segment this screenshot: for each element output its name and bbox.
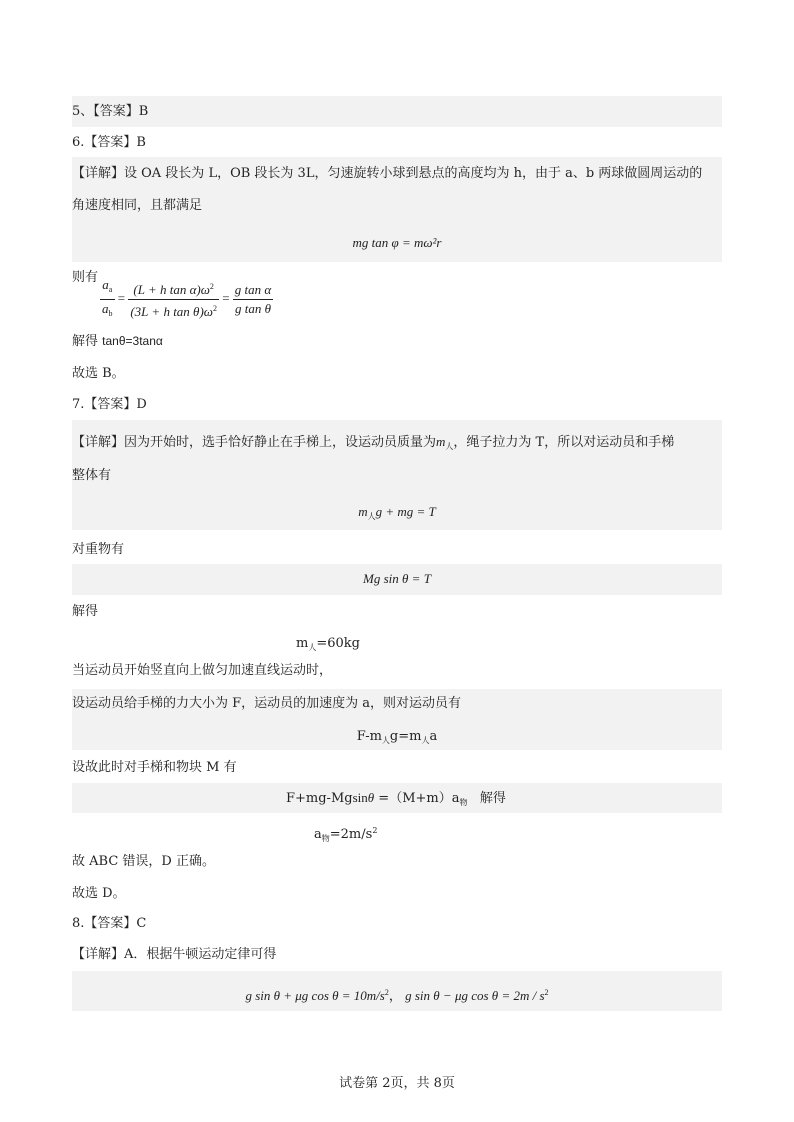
answer-5: 5、【答案】B (72, 104, 149, 119)
solve-7-label: 解得 (72, 604, 99, 619)
choose-6: 故选 B。 (72, 366, 125, 381)
page-footer: 试卷第 2页，共 8页 (339, 1076, 455, 1091)
detail-7-line1: 【详解】因为开始时，选手恰好静止在手梯上，设运动员质量为$m_人$，绳子拉力为 T，所以对运动员和手梯 (72, 434, 675, 451)
solve-6: 解得 tanθ=3tanα (72, 334, 163, 349)
detail-8-line1: 【详解】A．根据牛顿运动定律可得 (72, 947, 277, 962)
detail-7-line2: 整体有 (72, 468, 112, 483)
eq-person: $F-m_人g=m_人a$ (356, 729, 438, 745)
when-line: 当运动员开始竖直向上做匀加速直线运动时， (72, 663, 333, 678)
ratio-lhs: $\frac{a_a}{a_b}$ (102, 277, 113, 318)
then-have-label: 则有 (72, 270, 99, 285)
formula-centripetal: mg tan φ = mω²r (352, 235, 442, 250)
ratio-rhs: $\frac{\text{g tan α}}{\text{g tan θ}}$ (234, 282, 272, 316)
choose-7: 故选 D。 (72, 886, 126, 901)
force-line: 设运动员给手梯的力大小为 F，运动员的加速度为 a，则对运动员有 (72, 696, 462, 711)
conclusion-7: 故 ABC 错误，D 正确。 (72, 854, 215, 869)
to-weight-label: 对重物有 (72, 542, 125, 557)
answer-6: 6.【答案】B (72, 135, 146, 150)
answer-7: 7.【答案】D (72, 397, 147, 412)
detail-6-line2: 角速度相同，且都满足 (72, 198, 203, 213)
mass-result: $m_人=60kg$ (296, 636, 360, 652)
formula-whole: $m_人g$ + mg = T (358, 504, 436, 521)
eq-system: $F+mg-Mgsin\theta =(M+m)a_物$ 解得 (286, 790, 506, 807)
detail-6-line1: 【详解】设 OA 段长为 L，OB 段长为 3L，匀速旋转小球到悬点的高度均为 h，由于 a、b 两球做圆周运动的 (72, 166, 703, 181)
formula-8: g sin θ + μg $\cos \theta = 10m/s^2$， g sin θ − μg $\cos \theta = 2m / s^2$ (245, 988, 549, 1003)
acc-result: $a_物=2m/s^2$ (314, 826, 378, 843)
ladder-line: 设故此时对手梯和物块 M 有 (72, 760, 237, 775)
answer-8: 8.【答案】C (72, 916, 147, 931)
ratio-mid: $\frac{(L + h \tan \alpha)\omega^2}{(3L + h \tan \theta)\omega^2}$ (128, 278, 219, 321)
ratio-formula: $\frac{a_a}{a_b}$ = $\frac{(L + h \tan \alpha)\omega^2}{(3L + h \tan \theta)\omega^2}$ = $\frac{\text{g tan α}}{\text{g tan θ}}$ (100, 276, 400, 323)
formula-weight: Mg sin θ = T (363, 571, 431, 586)
